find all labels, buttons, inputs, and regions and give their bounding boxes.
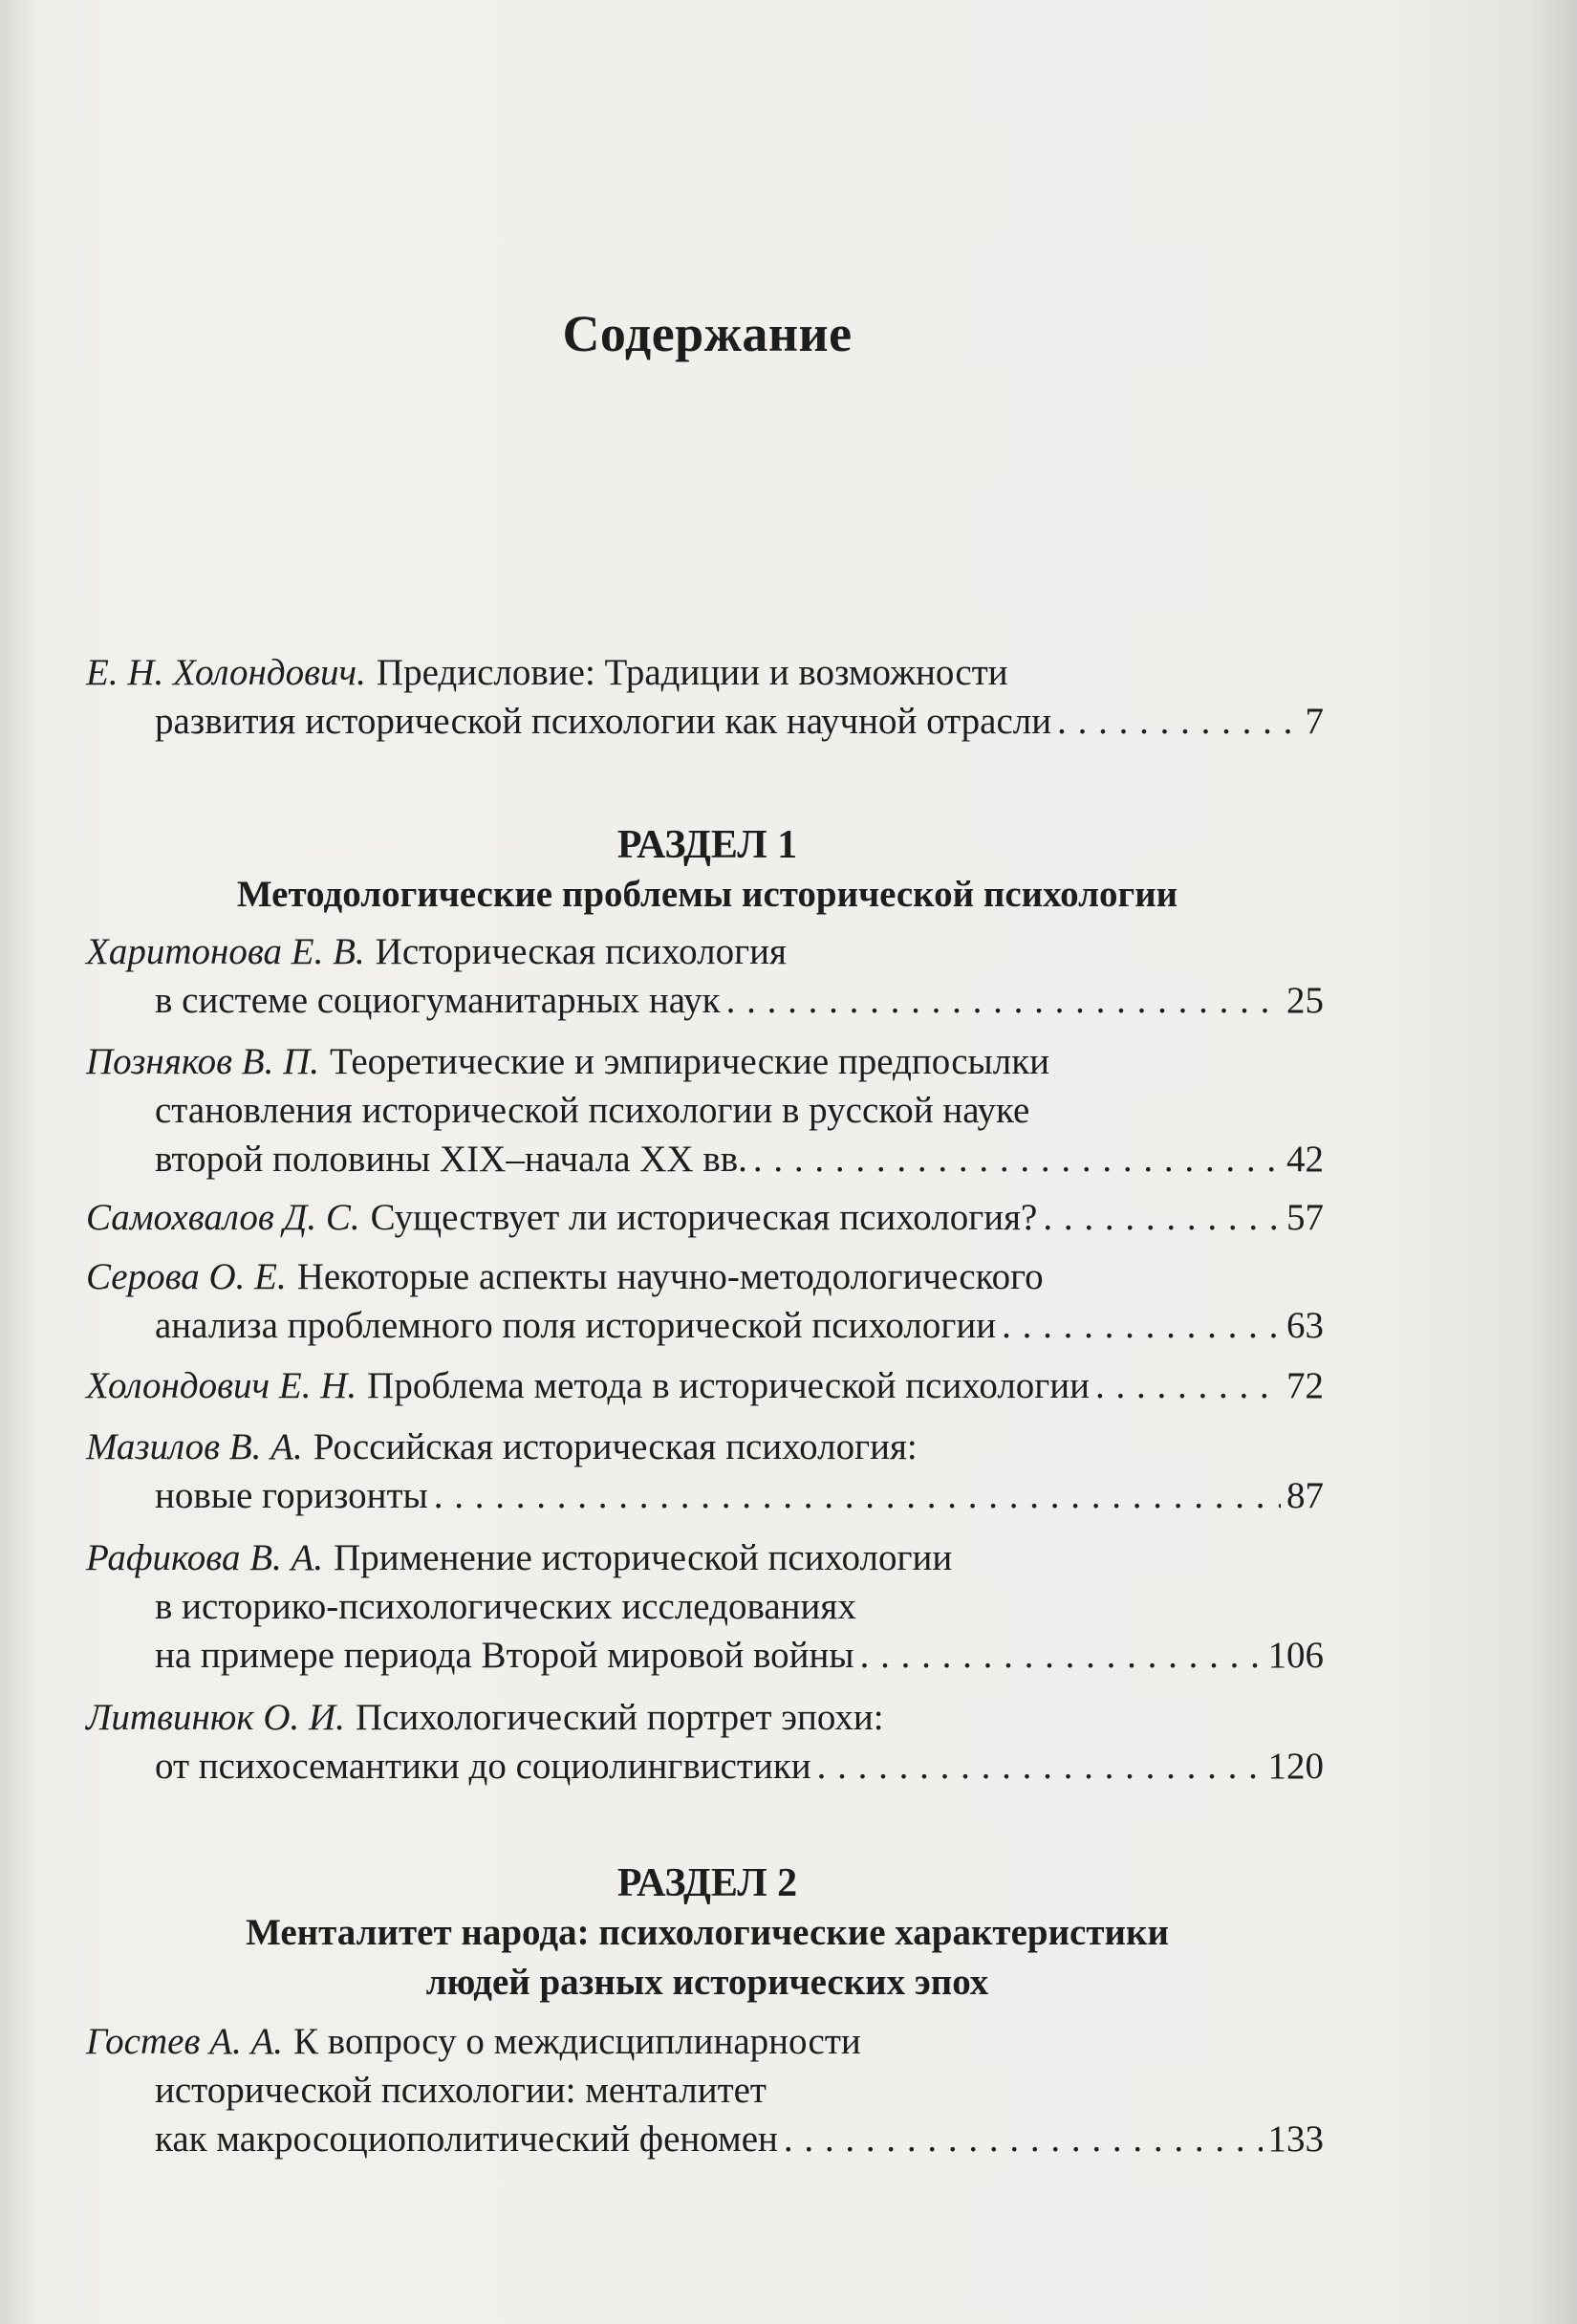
entry-author: Холондович Е. Н. [86,1365,357,1406]
entry-page-number: 133 [1267,2118,1324,2160]
entry-author: Мазилов В. А. [86,1426,303,1467]
entry-page-number: 57 [1286,1197,1324,1238]
entry-title: К вопросу о междисциплинарности [293,2021,861,2062]
toc-entry [86,2017,1324,2163]
entry-page-number: 25 [1286,980,1324,1021]
dot-leader [1002,1301,1281,1350]
entry-title: развития исторической психологии как научной отрасли [155,701,1052,742]
entry-title: Психологический портрет эпохи: [355,1697,884,1738]
entry-page-number: 7 [1305,701,1324,742]
toc-entry [86,1533,1324,1680]
entry-page-number: 87 [1286,1475,1324,1516]
entry-page-number: 106 [1267,1635,1324,1676]
page-title: Содержание [562,305,853,362]
dot-leader [1043,1193,1281,1242]
entry-title: Предисловие: Традиции и возможности [376,652,1008,693]
entry-page-number: 63 [1286,1305,1324,1346]
entry-page-number: 72 [1286,1365,1324,1406]
entry-title: в историко-психологических исследованиях [155,1586,856,1627]
entry-author: Е. Н. Холондович. [86,652,366,693]
dot-leader [860,1631,1263,1680]
toc-entry-preface [86,648,1324,746]
entry-title: на примере периода Второй мировой войны [155,1635,854,1676]
entry-title: новые горизонты [155,1475,428,1516]
entry-author: Харитонова Е. В. [86,931,365,972]
entry-title: Проблема метода в исторической психологии [367,1365,1091,1406]
section-title: людей разных исторических эпох [425,1962,989,2003]
section-number: РАЗДЕЛ 2 [616,1861,798,1905]
entry-title: в системе социогуманитарных наук [155,980,721,1021]
entry-page-number: 120 [1267,1746,1324,1787]
entry-author: Серова О. Е. [86,1256,287,1297]
toc-entry [86,1693,1324,1791]
entry-title: Применение исторической психологии [334,1537,953,1578]
dot-leader [784,2115,1263,2163]
toc-entry [86,1423,1324,1520]
dot-leader [1095,1361,1281,1410]
entry-author: Гостев А. А. [86,2021,284,2062]
entry-title: Некоторые аспекты научно-методологического [296,1256,1044,1297]
entry-page-number: 42 [1286,1139,1324,1180]
dot-leader [1057,697,1299,746]
entry-title: от психосемантики до социолингвистики [155,1746,811,1787]
entry-author: Литвинюк О. И. [86,1697,345,1738]
dot-leader [726,976,1281,1025]
entry-title: второй половины XIX–начала XX вв. [155,1139,747,1180]
entry-author: Самохвалов Д. С. [86,1197,360,1238]
entry-title: Историческая психология [375,931,787,972]
section-title: Менталитет народа: психологические характеристики [246,1912,1169,1953]
toc-entry [86,1252,1324,1350]
section-number: РАЗДЕЛ 1 [616,823,798,867]
toc-entry [86,1361,1324,1410]
toc-entry [86,1193,1324,1242]
toc-entry [86,927,1324,1025]
section-title: Методологические проблемы исторической психологии [236,874,1178,915]
entry-title: анализа проблемного поля исторической психологии [155,1305,997,1346]
section-1-heading [0,820,1415,920]
entry-title: как макросоциополитический феномен [155,2118,778,2160]
dot-leader [817,1742,1263,1791]
entry-title: исторической психологии: менталитет [155,2070,767,2111]
dot-leader [434,1471,1281,1520]
entry-title: Российская историческая психология: [313,1426,918,1467]
entry-title: становления исторической психологии в русской науке [155,1090,1030,1131]
entry-author: Рафикова В. А. [86,1537,324,1578]
entry-title: Существует ли историческая психология? [370,1197,1038,1238]
section-2-heading [0,1858,1415,2008]
entry-author: Позняков В. П. [86,1041,320,1082]
entry-title: Теоретические и эмпирические предпосылки [330,1041,1050,1082]
toc-entry [86,1037,1324,1184]
dot-leader [753,1135,1281,1184]
